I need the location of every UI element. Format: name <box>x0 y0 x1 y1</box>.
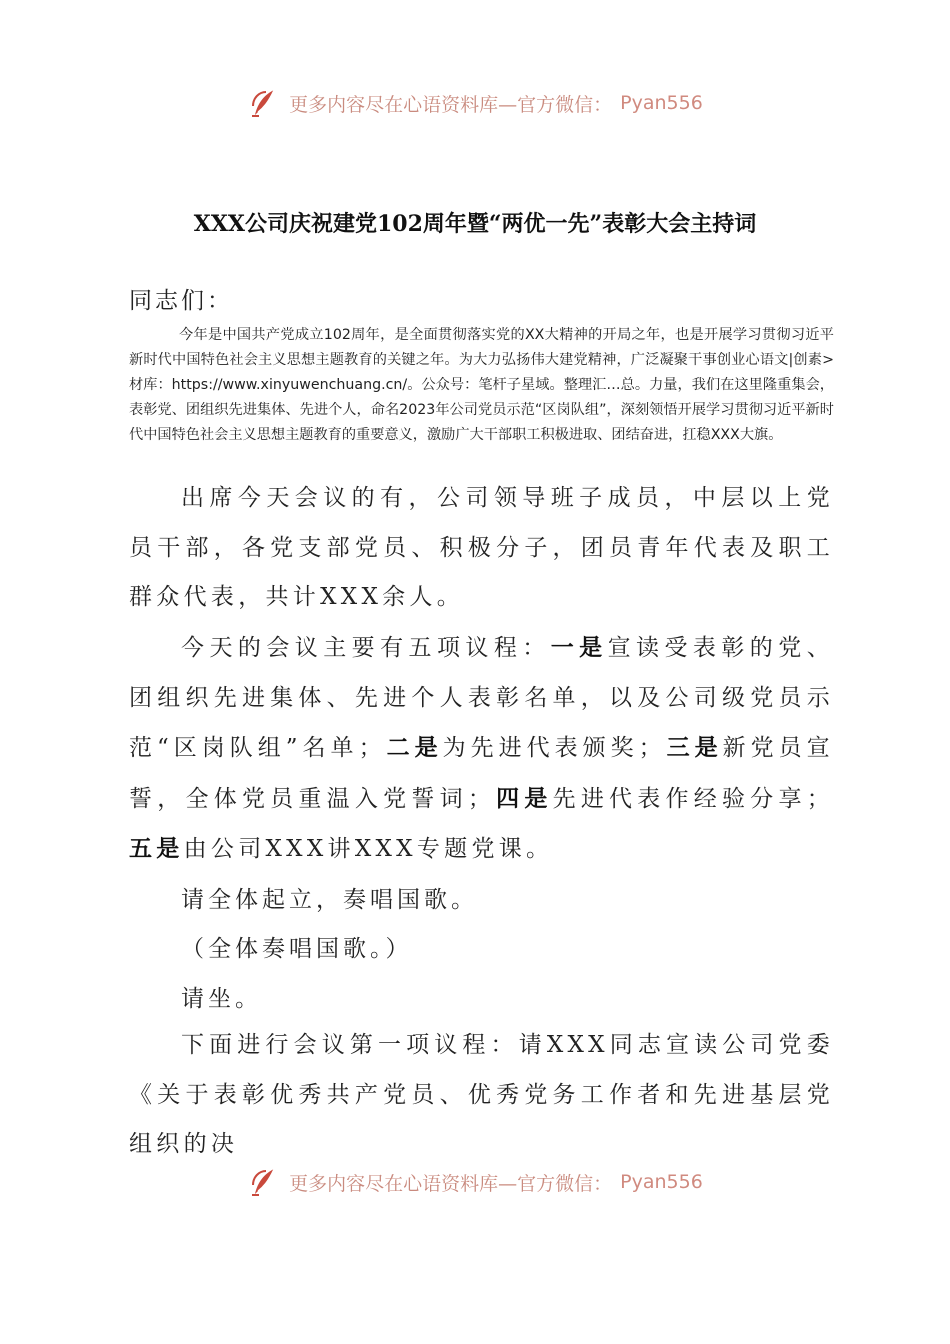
stand-instruction: 请全体起立，奏唱国歌。 <box>181 887 478 913</box>
agenda-item-3-label: 三是 <box>665 734 723 761</box>
quill-logo-icon <box>247 1165 281 1199</box>
watermark-wechat-id: Pyan556 <box>620 1171 703 1193</box>
agenda-lead: 今天的会议主要有五项议程： <box>181 635 551 661</box>
agenda-item-1-text: 宣读受表彰的党、团组织先进集体、先进个人表彰名单，以及公司级党员示范“区岗队组”名单； <box>129 635 834 761</box>
agenda-item-5-text: 由公司XXX讲XXX专题党课。 <box>183 836 554 862</box>
agenda-item-4-label: 四是 <box>495 784 553 812</box>
watermark-wechat-id: Pyan556 <box>620 92 703 114</box>
anthem-note: （全体奏唱国歌。） <box>181 936 413 962</box>
document-title: XXX公司庆祝建党102周年暨“两优一先”表彰大会主持词 <box>193 211 757 237</box>
intro-paragraph: 今年是中国共产党成立102周年，是全面贯彻落实党的XX大精神的开局之年，也是开展学习贯彻习近平新时代中国特色社会主义思想主题教育的关键之年。为大力弘扬伟大建党精神，广泛凝聚干事创业心语文|创素>材库：https://www.xinyuwenchuang.cn/。公众号：笔杆子星域。整理汇…总。力量，我们在这里隆重集会，表彰党、团组织先进集体、先进个人，命名2023年公司党员示范“区岗队组”，深刻领悟开展学习贯彻习近平新时代中国特色社会主义思想主题教育的重要意义，激励广大干部职工积极进取、团结奋进，扛稳XXX大旗。 <box>129 327 834 443</box>
salutation: 同志们： <box>129 288 233 314</box>
quill-logo-icon <box>247 86 281 120</box>
agenda-item-2-label: 二是 <box>385 734 443 761</box>
header-watermark <box>0 86 950 120</box>
attendees-paragraph: 出席今天会议的有，公司领导班子成员，中层以上党员干部，各党支部党员、积极分子，团员青年代表及职工群众代表，共计XXX余人。 <box>129 485 834 610</box>
agenda-item-3-text: 新党员宣誓，全体党员重温入党誓词； <box>129 735 834 812</box>
sit-instruction: 请坐。 <box>181 986 262 1012</box>
agenda-item-5-label: 五是 <box>129 835 184 862</box>
agenda-item-1-label: 一是 <box>550 634 608 661</box>
first-item-paragraph: 下面进行会议第一项议程：请XXX同志宣读公司党委《关于表彰优秀共产党员、优秀党务工作者和先进基层党组织的决 <box>129 1032 834 1157</box>
agenda-item-2-text: 为先进代表颁奖； <box>442 735 666 761</box>
agenda-paragraph <box>129 623 834 875</box>
agenda-item-4-text: 先进代表作经验分享； <box>552 785 835 812</box>
watermark-text: 更多内容尽在心语资料库—官方微信： <box>289 1172 613 1195</box>
watermark-text: 更多内容尽在心语资料库—官方微信： <box>289 93 613 116</box>
footer-watermark <box>0 1165 950 1199</box>
